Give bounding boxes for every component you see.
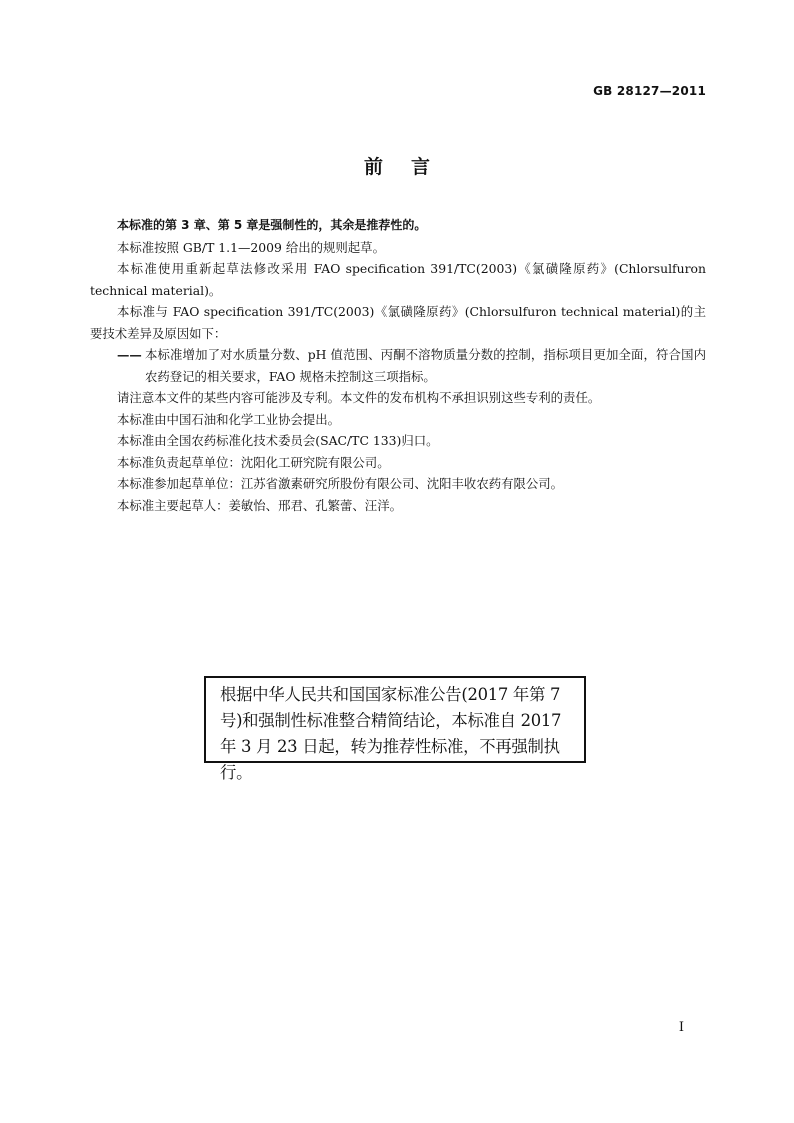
paragraph-patent-notice: 请注意本文件的某些内容可能涉及专利。本文件的发布机构不承担识别这些专利的责任。 [117, 390, 601, 405]
difference-text: 本标准增加了对水质量分数、pH 值范围、丙酮不溶物质量分数的控制，指标项目更加全面，符合国内农药登记的相关要求，FAO 规格未控制这三项指标。 [145, 347, 706, 384]
page-title: 前言 [363, 156, 458, 178]
paragraph-mandatory-chapters: 本标准的第 3 章、第 5 章是强制性的，其余是推荐性的。 [117, 218, 427, 232]
paragraph-under-jurisdiction: 本标准由全国农药标准化技术委员会(SAC/TC 133)归口。 [117, 433, 439, 448]
notice-text: 根据中华人民共和国国家标准公告(2017 年第 7 号)和强制性标准整合精简结论，本标准自 2017 年 3 月 23 日起，转为推荐性标准，不再强制执行。 [220, 685, 562, 782]
notice-box [204, 676, 586, 782]
paragraph-drafting-rules: 本标准按照 GB/T 1.1—2009 给出的规则起草。 [117, 239, 385, 255]
paragraph-adoption-method: 本标准使用重新起草法修改采用 FAO specification 391/TC(2003)《氯磺隆原药》(Chlorsulfuron technical material)。 [90, 261, 706, 298]
dash-marker: —— [117, 347, 142, 362]
standard-code: GB 28127—2011 [593, 84, 706, 98]
paragraph-main-drafters: 本标准主要起草人：姜敏怡、邢君、孔繁蕾、汪洋。 [117, 497, 402, 513]
list-item-difference [90, 344, 706, 387]
paragraph-technical-differences: 本标准与 FAO specification 391/TC(2003)《氯磺隆原药》(Chlorsulfuron technical material)的主要技术差异及原因如下： [90, 304, 706, 341]
paragraph-proposed-by: 本标准由中国石油和化学工业协会提出。 [117, 411, 341, 427]
paragraph-participating-drafters: 本标准参加起草单位：江苏省激素研究所股份有限公司、沈阳丰收农药有限公司。 [117, 476, 564, 491]
paragraph-responsible-drafter: 本标准负责起草单位：沈阳化工研究院有限公司。 [117, 454, 390, 470]
foreword-body [90, 215, 706, 516]
page-number: I [678, 1020, 684, 1035]
